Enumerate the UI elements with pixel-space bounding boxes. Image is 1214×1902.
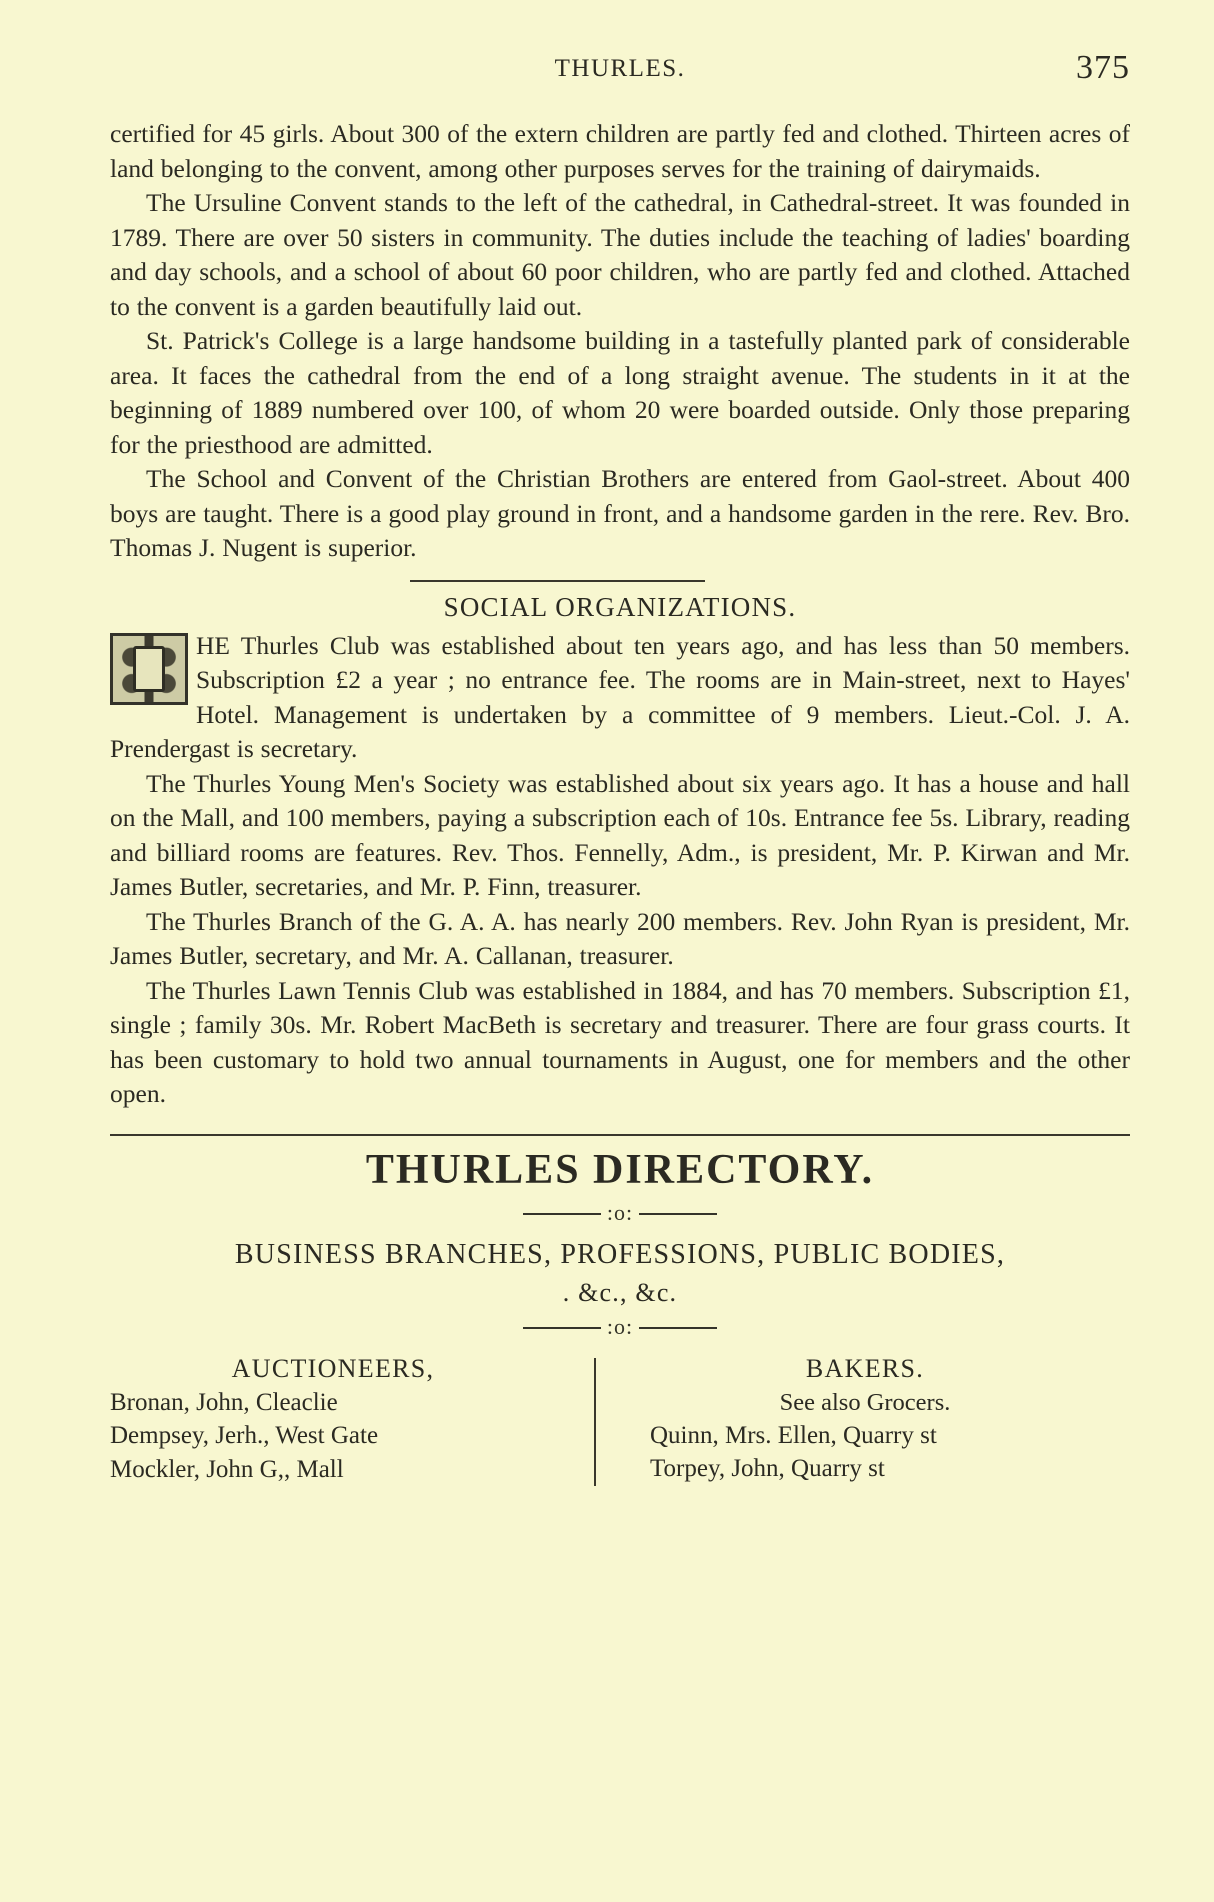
list-item: Mockler, John G,, Mall (110, 1455, 344, 1483)
directory-subheading-line2: . &c., &c. (562, 1277, 678, 1307)
directory-subheading (110, 1236, 1130, 1312)
category-heading: AUCTIONEERS, (231, 1353, 435, 1383)
paragraph: The School and Convent of the Christian Brothers are entered from Gaol-street. About 400 boys are taught. There is a good play ground in front, and a handsome garden in the rere. Rev. Bro. Thomas J. Nugent is superior. (110, 464, 1130, 562)
paragraph: The Thurles Branch of the G. A. A. has nearly 200 members. Rev. John Ryan is president, Mr. James Butler, secretary, and Mr. A. Callanan, treasurer. (110, 906, 1130, 970)
list-item: Quinn, Mrs. Ellen, Quarry st (650, 1421, 937, 1449)
paragraph: HE Thurles Club was established about ten years ago, and has less than 50 members. Subscription £2 a year ; no entrance fee. The rooms are in Main-street, next to Hayes' Hotel. Management is undertaken by a committee of 9 members. Lieut.-Col. J. A. Prendergast is secretary. (110, 630, 1130, 763)
section-heading: SOCIAL ORGANIZATIONS. (443, 591, 797, 622)
paragraph: The Thurles Young Men's Society was established about six years ago. It has a house and hall on the Mall, and 100 members, paying a subscription each of 10s. Entrance fee 5s. Library, reading and billiard rooms are features. Rev. Thos. Fennelly, Adm., is president, Mr. P. Kirwan and Mr. James Butler, secretaries, and Mr. P. Finn, treasurer. (110, 768, 1130, 901)
list-item: Dempsey, Jerh., West Gate (110, 1422, 379, 1449)
directory-divider (110, 1134, 1130, 1136)
list-item: Bronan, John, Cleaclie (110, 1388, 338, 1416)
ornament-bar-right-2 (639, 1327, 717, 1329)
directory-column-auctioneers (110, 1354, 580, 1487)
directory-subheading-line1: BUSINESS BRANCHES, PROFESSIONS, PUBLIC BODIES, (234, 1238, 1006, 1270)
directory-column-bakers (610, 1354, 1080, 1487)
paragraph: The Ursuline Convent stands to the left of the cathedral, in Cathedral-street. It was founded in 1789. There are over 50 sisters in community. The duties include the teaching of ladies' boarding and day schools, and a school of about 60 poor children, who are partly fed and clothed. Attached to the convent is a garden beautifully laid out. (110, 188, 1130, 321)
paragraph: St. Patrick's College is a large handsome building in a tastefully planted park of considerable area. It faces the cathedral from the end of a long straight avenue. The students in it at the beginning of 1889 numbered over 100, of whom 20 were boarded outside. Only those preparing for the priesthood are admitted. (110, 326, 1130, 459)
column-divider (594, 1358, 596, 1487)
ornament-rule-2 (110, 1314, 1130, 1340)
directory-title: THURLES DIRECTORY. (365, 1146, 875, 1193)
paragraph: certified for 45 girls. About 300 of the extern children are partly fed and clothed. Thirteen acres of land belonging to the convent, among other purposes serves for the training of dairymaids. (110, 119, 1130, 183)
directory-columns (110, 1354, 1130, 1487)
ornament-text-2: :o: (606, 1313, 634, 1339)
category-heading: BAKERS. (805, 1353, 925, 1383)
paragraph: The Thurles Lawn Tennis Club was established in 1884, and has 70 members. Subscription £1, single ; family 30s. Mr. Robert MacBeth is secretary and treasurer. There are four grass courts. It has been customary to hold two annual tournaments in August, one for members and the other open. (110, 975, 1130, 1108)
dropcap-paragraph-block (110, 629, 1130, 767)
section-divider (410, 580, 705, 582)
ornament-bar-left (523, 1213, 601, 1215)
ornament-rule (110, 1200, 1130, 1226)
ornament-bar-right (639, 1213, 717, 1215)
list-item: Torpey, John, Quarry st (650, 1455, 885, 1482)
running-head-title: THURLES. (554, 55, 686, 82)
ornament-text: :o: (606, 1199, 634, 1225)
decorated-initial-icon (110, 633, 188, 705)
running-head (110, 49, 1130, 101)
category-note: See also Grocers. (779, 1388, 951, 1416)
body-text (110, 117, 1130, 1112)
page-number: 375 (1076, 49, 1130, 86)
ornament-bar-left-2 (523, 1327, 601, 1329)
page-content (110, 49, 1130, 1486)
